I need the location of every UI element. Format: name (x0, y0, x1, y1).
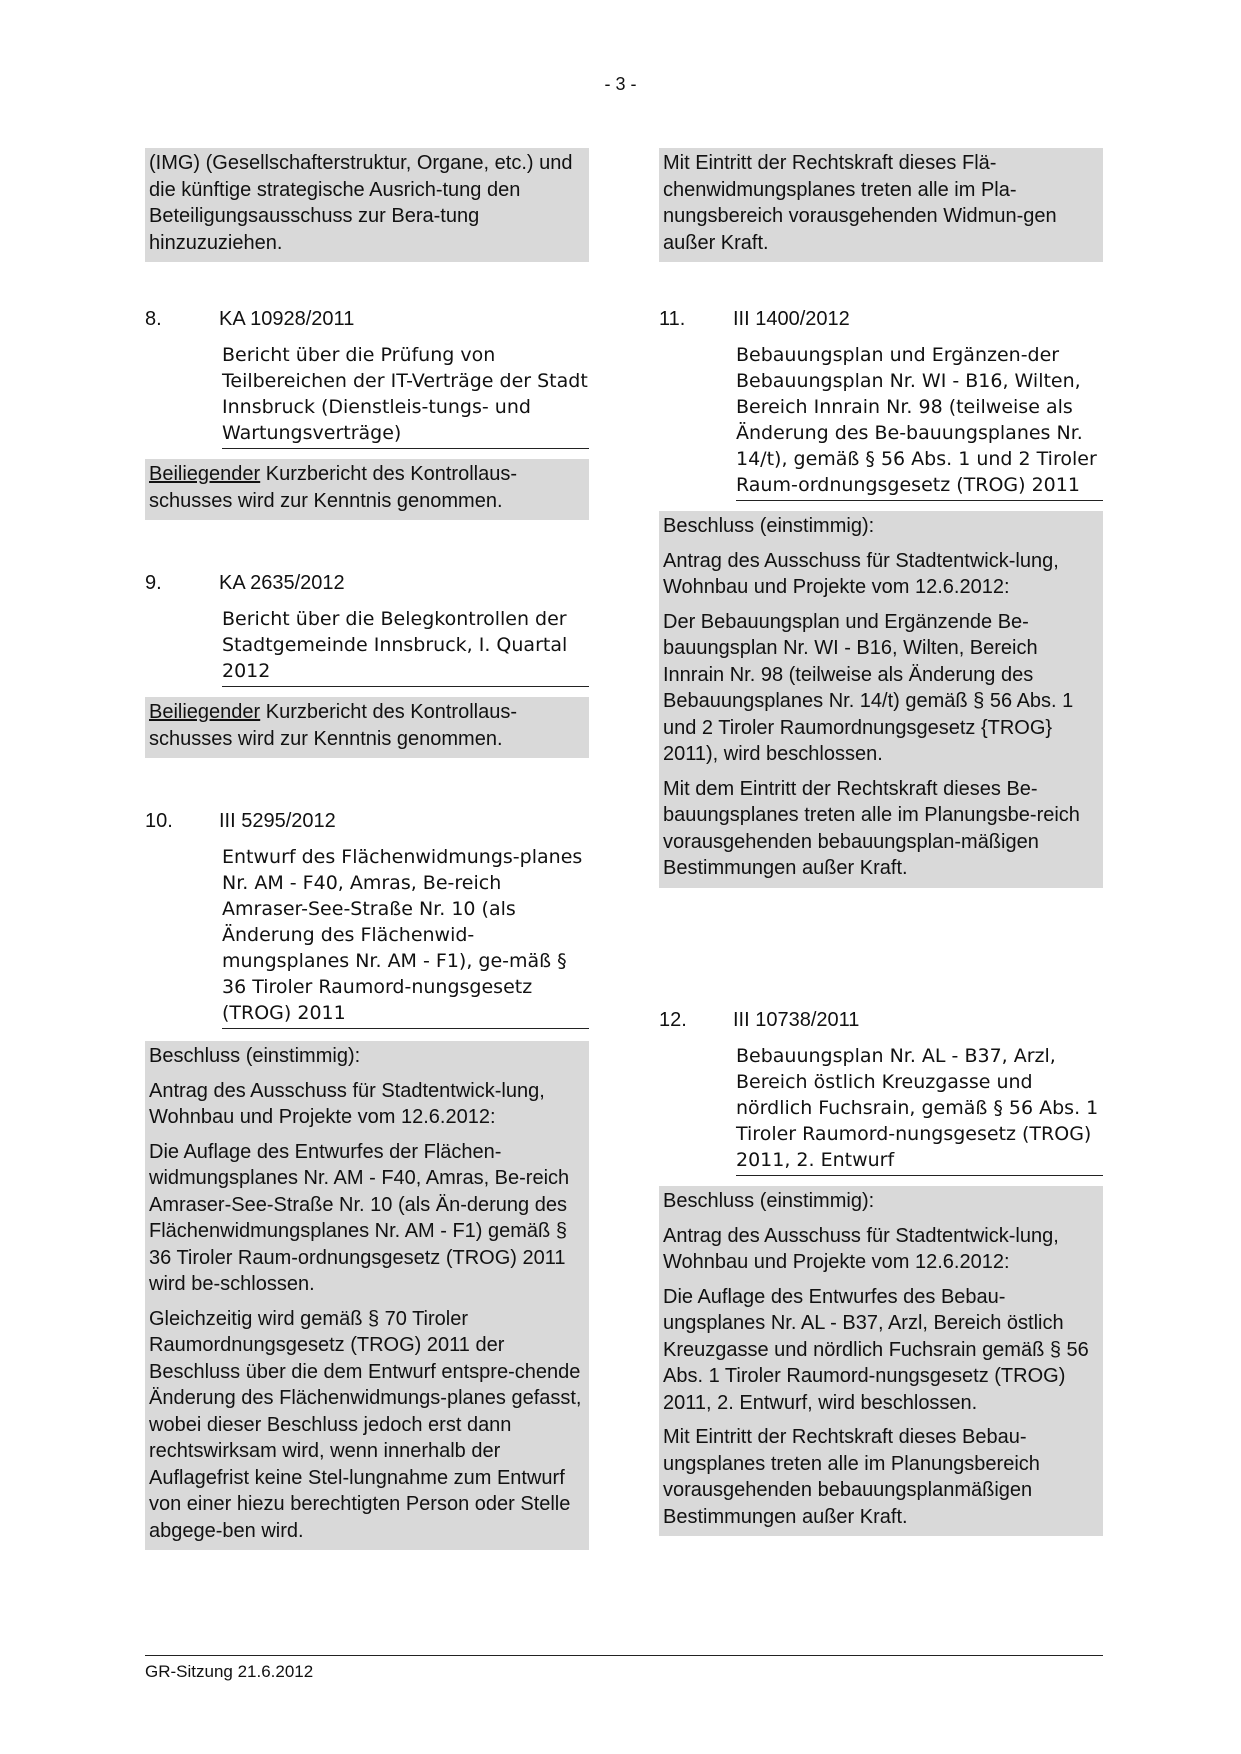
item-9-result-box (145, 697, 589, 758)
page-number: - 3 - (604, 74, 637, 94)
right-top-text: Mit Eintritt der Rechtskraft dieses Flä-chenwidmungsplanes treten alle im Pla-nungsbereich vorausgehenden Widmun-gen außer Kraft. (663, 152, 1057, 254)
item-12-decision-box (659, 1186, 1103, 1536)
item-10-text-2: Gleichzeitig wird gemäß § 70 Tiroler Raumordnungsgesetz (TROG) 2011 der Beschluss über die dem Entwurf entspre-chende Änderung des Flächenwidmungs-planes gefasst, wobei dieser Beschluss jedoch erst dann rechtswirksam wird, wenn innerhalb der Auflagefrist keine Stel-lungnahme zum Entwurf von einer hiezu berechtigten Person oder Stelle abgege-ben wird. (149, 1307, 582, 1542)
right-top-box (659, 148, 1103, 262)
item-8-result-box (145, 459, 589, 520)
item-11-number: 11. (659, 308, 686, 330)
item-12-ref: III 10738/2011 (733, 1009, 860, 1031)
item-11-title: Bebauungsplan und Ergänzen-der Bebauungsplan Nr. WI - B16, Wilten, Bereich Innrain Nr. 98 (teilweise als Änderung des Be-bauungsplanes Nr. 14/t), gemäß § 56 Abs. 1 und 2 Tiroler Raum-ordnungsgesetz (TROG) 2011 (736, 342, 1103, 501)
item-11-text-2: Mit dem Eintritt der Rechtskraft dieses Be-bauungsplanes treten alle im Planungsbe-reich vorausgehenden bebauungsplan-mäßigen Bestimmungen außer Kraft. (663, 777, 1080, 879)
item-12-number: 12. (659, 1009, 687, 1031)
item-12-header (659, 1007, 1103, 1033)
item-10-header (145, 808, 589, 834)
item-9 (145, 570, 589, 758)
item-8-title: Bericht über die Prüfung von Teilbereichen der IT-Verträge der Stadt Innsbruck (Dienstleis-tungs- und Wartungsverträge) (222, 342, 589, 449)
item-12 (659, 1007, 1103, 1536)
item-10-decision-box (145, 1041, 589, 1550)
left-top-text: (IMG) (Gesellschafterstruktur, Organe, etc.) und die künftige strategische Ausrich-tung den Beteiligungsausschuss zur Bera-tung hinzuzuziehen. (149, 152, 573, 254)
item-12-title: Bebauungsplan Nr. AL - B37, Arzl, Bereich östlich Kreuzgasse und nördlich Fuchsrain, gemäß § 56 Abs. 1 Tiroler Raumord-nungsgesetz (TROG) 2011, 2. Entwurf (736, 1043, 1103, 1176)
item-8-result-rest: Kurzbericht des Kontrollaus-schusses wird zur Kenntnis genommen. (149, 463, 517, 512)
item-12-text-2: Mit Eintritt der Rechtskraft dieses Bebau-ungsplanes treten alle im Planungsbereich vorausgehenden bebauungsplanmäßigen Bestimmungen außer Kraft. (663, 1426, 1040, 1528)
item-11 (659, 306, 1103, 888)
item-12-text-1: Die Auflage des Entwurfes des Bebau-ungsplanes Nr. AL - B37, Arzl, Bereich östlich Kreuzgasse und nördlich Fuchsrain gemäß § 56 Abs. 1 Tiroler Raumord-nungsgesetz (TROG) 2011, 2. Entwurf, wird beschlossen. (663, 1285, 1089, 1414)
item-10-text-1: Die Auflage des Entwurfes der Flächen-widmungsplanes Nr. AM - F40, Amras, Be-reich Amraser-See-Straße Nr. 10 (als Än-derung des Flächenwidmungsplanes Nr. AM - F1) gemäß § 36 Tiroler Raum-ordnungsgesetz (TROG) 2011 wird be-schlossen. (149, 1140, 570, 1295)
item-8 (145, 306, 589, 520)
item-8-header (145, 306, 589, 332)
item-10-ref: III 5295/2012 (219, 810, 336, 832)
item-9-number: 9. (145, 572, 162, 594)
item-8-result (149, 461, 585, 514)
item-11-ref: III 1400/2012 (733, 308, 850, 330)
item-10-motion: Antrag des Ausschuss für Stadtentwick-lung, Wohnbau und Projekte vom 12.6.2012: (149, 1079, 545, 1128)
item-11-decision: Beschluss (einstimmig): (663, 515, 875, 537)
item-11-motion: Antrag des Ausschuss für Stadtentwick-lung, Wohnbau und Projekte vom 12.6.2012: (663, 549, 1059, 598)
item-10-title: Entwurf des Flächenwidmungs-planes Nr. AM - F40, Amras, Be-reich Amraser-See-Straße Nr. 10 (als Änderung des Flächenwid-mungsplanes Nr. AM - F1), ge-mäß § 36 Tiroler Raumord-nungsgesetz (TROG) 2011 (222, 844, 589, 1029)
item-10-number: 10. (145, 810, 173, 832)
item-9-result-rest: Kurzbericht des Kontrollaus-schusses wird zur Kenntnis genommen. (149, 701, 517, 750)
item-9-ref: KA 2635/2012 (219, 572, 345, 594)
item-9-result (149, 699, 585, 752)
item-10-decision: Beschluss (einstimmig): (149, 1045, 361, 1067)
item-12-decision: Beschluss (einstimmig): (663, 1190, 875, 1212)
item-9-title: Bericht über die Belegkontrollen der Stadtgemeinde Innsbruck, I. Quartal 2012 (222, 606, 589, 687)
item-9-header (145, 570, 589, 596)
item-11-text-1: Der Bebauungsplan und Ergänzende Be-bauungsplan Nr. WI - B16, Wilten, Bereich Innrain Nr. 98 (teilweise als Änderung des Bebauungsplanes Nr. 14/t) gemäß § 56 Abs. 1 und 2 Tiroler Raumordnungsgesetz {TROG} 2011), wird beschlossen. (663, 610, 1074, 765)
item-12-motion: Antrag des Ausschuss für Stadtentwick-lung, Wohnbau und Projekte vom 12.6.2012: (663, 1224, 1059, 1273)
footer (145, 1655, 1103, 1682)
item-8-result-underlined: Beiliegender (149, 463, 261, 485)
footer-text: GR-Sitzung 21.6.2012 (145, 1662, 314, 1681)
item-11-header (659, 306, 1103, 332)
item-8-number: 8. (145, 308, 162, 330)
item-8-ref: KA 10928/2011 (219, 308, 355, 330)
item-11-decision-box (659, 511, 1103, 888)
item-10 (145, 808, 589, 1550)
left-top-box (145, 148, 589, 262)
item-9-result-underlined: Beiliegender (149, 701, 261, 723)
